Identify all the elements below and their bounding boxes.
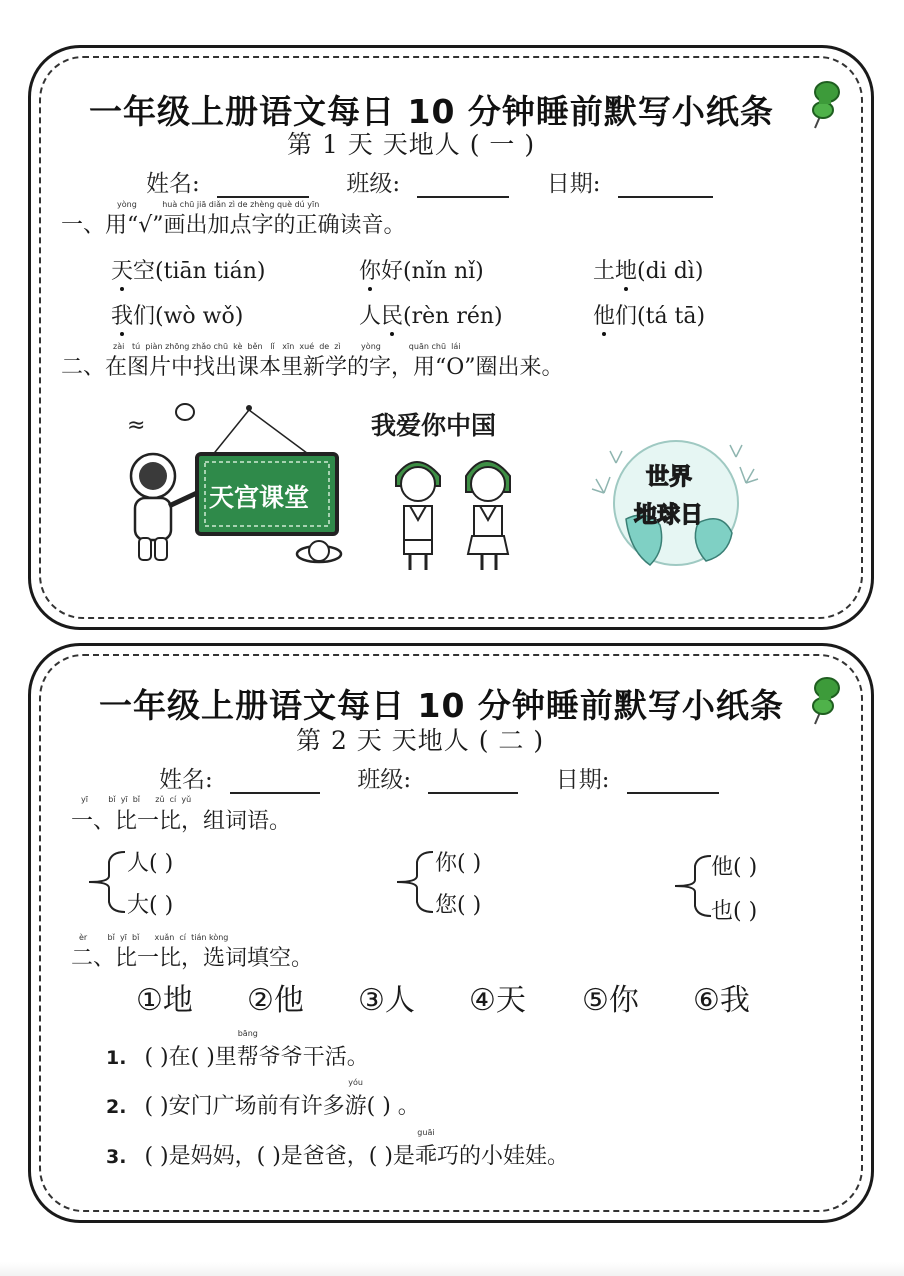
svg-text:≈: ≈	[127, 413, 146, 438]
compare-word: 人( )	[127, 851, 174, 876]
sentence-1: 1. ( )在( )里 bāng 帮爷爷干活。	[106, 1029, 369, 1070]
option-item: ③人	[358, 983, 415, 1018]
name-field[interactable]	[217, 176, 309, 198]
option-item: ⑥我	[693, 983, 750, 1018]
card-title: 一年级上册语文每日 10 分钟睡前默写小纸条	[99, 686, 784, 725]
board-text: 天宫课堂	[209, 483, 310, 512]
pinyin-line: yī bǐ yī bǐ zǔ cí yǔ	[81, 795, 192, 804]
sentence-3: 3. ( )是妈妈，( )是爸爸，( )是 guāi 乖巧的小娃娃。	[106, 1128, 569, 1169]
card-subtitle: 第 2 天 天地人 ( 二 )	[296, 726, 545, 755]
compare-word: 大( )	[127, 893, 174, 918]
name-label: 姓名:	[146, 171, 200, 197]
pushpin-icon	[809, 78, 845, 130]
option-item: ①地	[136, 983, 193, 1018]
word-item: 我们(wò wǒ)	[111, 299, 243, 330]
compare-word: 你( )	[435, 851, 482, 876]
option-item: ⑤你	[582, 983, 639, 1018]
question-2: 二、在图片中找出课本里新学的字，用“O”圈出来。	[61, 355, 564, 380]
class-label: 班级:	[357, 767, 412, 793]
compare-word: 您( )	[435, 893, 482, 918]
name-label: 姓名:	[159, 767, 213, 793]
note-card-day1	[28, 45, 874, 630]
info-line	[146, 165, 713, 198]
question-2: 二、比一比，选词填空。	[71, 946, 314, 971]
word-item: 天空(tiān tián)	[111, 254, 266, 285]
page-bottom-edge	[0, 1262, 904, 1276]
pinyin-line: èr bǐ yī bǐ xuǎn cí tián kòng	[79, 933, 229, 942]
date-field[interactable]	[627, 772, 719, 794]
option-item: ②他	[247, 983, 304, 1018]
date-label: 日期:	[546, 171, 601, 197]
earth-text-2: 地球日	[634, 502, 703, 528]
children-illustration	[376, 446, 526, 576]
pinyin-line: zài tú piàn zhōng zhǎo chū kè běn lǐ xīn xué de zì yòng quān chū lái	[113, 342, 461, 351]
class-label: 班级:	[346, 171, 401, 197]
sentence-2: 2. ( )安门广场前有许多 yóu 游( ) 。	[106, 1078, 420, 1119]
date-label: 日期:	[555, 767, 610, 793]
word-item: 他们(tá tā)	[593, 299, 705, 330]
bracket-icon	[81, 846, 127, 916]
kids-caption: 我爱你中国	[371, 411, 497, 440]
card-title: 一年级上册语文每日 10 分钟睡前默写小纸条	[89, 92, 774, 131]
note-card-day2	[28, 643, 874, 1223]
bracket-icon	[667, 850, 713, 920]
word-item: 人民(rèn rén)	[359, 299, 503, 330]
card-subtitle: 第 1 天 天地人 ( 一 )	[287, 130, 536, 159]
pinyin-line: yòng huà chū jiā diǎn zì de zhèng què dú yīn	[117, 200, 320, 209]
word-item: 你好(nǐn nǐ)	[359, 254, 484, 285]
word-item: 土地(di dì)	[593, 254, 703, 285]
name-field[interactable]	[230, 772, 320, 794]
earth-text-1: 世界	[646, 464, 692, 490]
compare-word: 也( )	[711, 899, 758, 924]
question-1: 一、比一比，组词语。	[71, 809, 292, 834]
info-line	[159, 761, 719, 794]
class-field[interactable]	[417, 176, 509, 198]
pushpin-icon	[809, 674, 845, 726]
date-field[interactable]	[618, 176, 713, 198]
option-item: ④天	[469, 983, 526, 1018]
compare-word: 他( )	[711, 855, 758, 880]
bracket-icon	[389, 846, 435, 916]
class-field[interactable]	[428, 772, 518, 794]
question-1: 一、用“√”画出加点字的正确读音。	[61, 213, 406, 238]
